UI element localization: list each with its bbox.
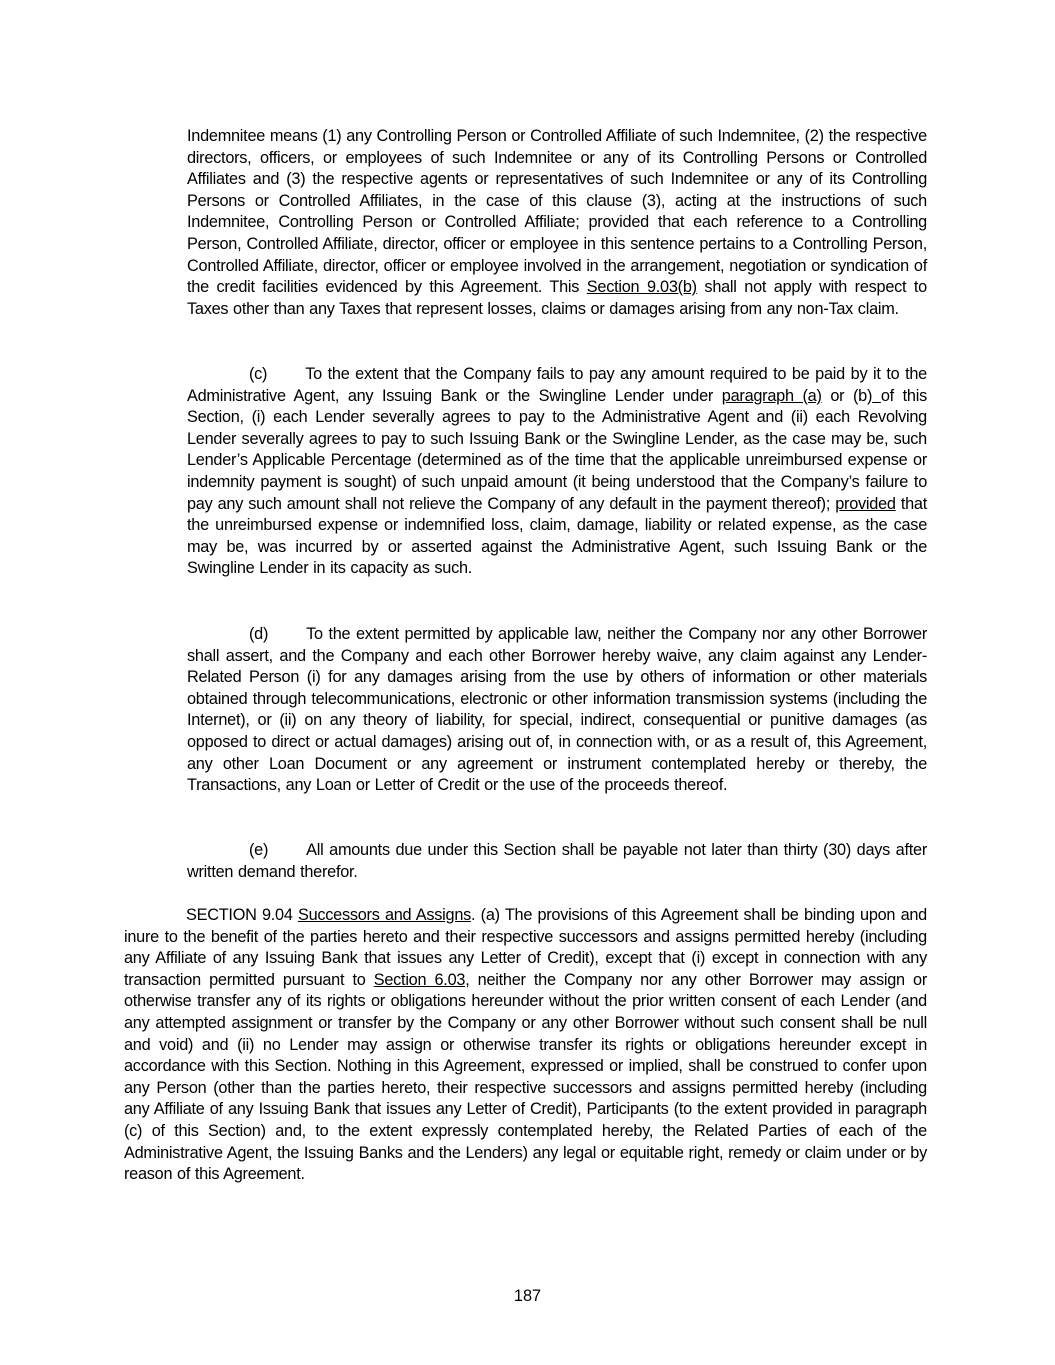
paragraph-text: All amounts due under this Section shall be payable not later than thirty (30) days after written demand therefor. [187,841,927,881]
paragraph-text: shall not apply with respect to Taxes other than any Taxes that represent losses, claims or damages arising from any non-Tax claim. [187,278,927,318]
paragraph-e [187,840,927,883]
paragraph-label: (d) [249,625,269,643]
section-title: Successors and Assigns [297,906,472,924]
paragraph-c [187,364,927,580]
paragraph-label: (e) [249,841,269,859]
section-6-03-reference-link[interactable]: Section 6.03 [373,970,466,989]
page-number: 187 [513,1287,542,1305]
paragraph-a-reference-link[interactable]: paragraph (a) [721,386,822,405]
paragraph-text: that the unreimbursed expense or indemnified loss, claim, damage, liability or related expense, as the case may be, was incurred by or asserted against the Administrative Agent, such Issuing Bank or the Swingline Lender in its capacity as such. [187,494,928,578]
paragraph-label: (c) [249,365,268,383]
provided-emphasis: provided [835,494,896,513]
paragraph-d [187,624,927,797]
paragraph-text: of this Section, (i) each Lender severally agrees to pay to the Administrative Agent and (ii) each Revolving Lender severally agrees to pay to such Issuing Bank or the Swingline Lender, as the case may be, such Lender’s Applicable Percentage (determined as of the time that the applicable unreimbursed expense or indemnity payment is sought) of such unpaid amount (it being understood that the Company’s failure to pay any such amount shall not relieve the Company of any default in the payment thereof); [187,386,927,513]
paragraph-text: , neither the Company nor any other Borrower may assign or otherwise transfer any of its rights or obligations hereunder without the prior written consent of each Lender (and any attempted assignment or transfer by the Company or any other Borrower without such consent shall be null and void) and (ii) no Lender may assign or otherwise transfer its rights or obligations hereunder except in accordance with this Section. Nothing in this Agreement, expressed or implied, shall be construed to confer upon any Person (other than the parties hereto, their respective successors and assigns permitted hereby (including any Affiliate of any Issuing Bank that issues any Letter of Credit), Participants (to the extent provided in paragraph (c) of this Section) and, to the extent expressly contemplated hereby, the Related Parties of each of the Administrative Agent, the Issuing Banks and the Lenders) any legal or equitable right, remedy or claim under or by reason of this Agreement. [124,970,927,1184]
paragraph-b-continuation [187,126,927,320]
section-reference-link[interactable]: Section 9.03(b) [586,278,697,297]
paragraph-text: Indemnitee means (1) any Controlling Person or Controlled Affiliate of such Indemnitee, (2) the respective directors, officers, or employees of such Indemnitee or any of its Controlling Persons or Controlled Affiliates and (3) the respective agents or representatives of such Indemnitee or any of its Controlling Persons or Controlled Affiliates, in the case of this clause (3), acting at the instructions of such Indemnitee, Controlling Person or Controlled Affiliate; provided that each reference to a Controlling Person, Controlled Affiliate, director, officer or employee in this sentence pertains to a Controlling Person, Controlled Affiliate, director, officer or employee involved in the arrangement, negotiation or syndication of the credit facilities evidenced by this Agreement. This [187,127,927,297]
paragraph-text: To the extent permitted by applicable law, neither the Company nor any other Borrower shall assert, and the Company and each other Borrower hereby waive, any claim against any Lender-Related Person (i) for any damages arising from the use by others of information or other materials obtained through telecommunications, electronic or other information transmission systems (including the Internet), or (ii) on any theory of liability, for special, indirect, consequential or punitive damages (as opposed to direct or actual damages) arising out of, in connection with, or as a result of, this Agreement, any other Loan Document or any agreement or instrument contemplated hereby or thereby, the Transactions, any Loan or Letter of Credit or the use of the proceeds thereof. [187,625,927,795]
section-number: SECTION 9.04 [186,906,293,924]
paragraph-text: To the extent that the Company fails to pay any amount required to be paid by it to the Administrative Agent, any Issuing Bank or the Swingline Lender under [187,365,927,405]
paragraph-text: . (a) The provisions of this Agreement shall be binding upon and inure to the benefit of the parties hereto and their respective successors and assigns permitted hereby (including any Affiliate of any Issuing Bank that issues any Letter of Credit), except that (i) except in connection with any transaction permitted pursuant to [124,906,927,989]
section-9-04 [124,905,927,1186]
paragraph-text: or (b) [821,386,873,405]
